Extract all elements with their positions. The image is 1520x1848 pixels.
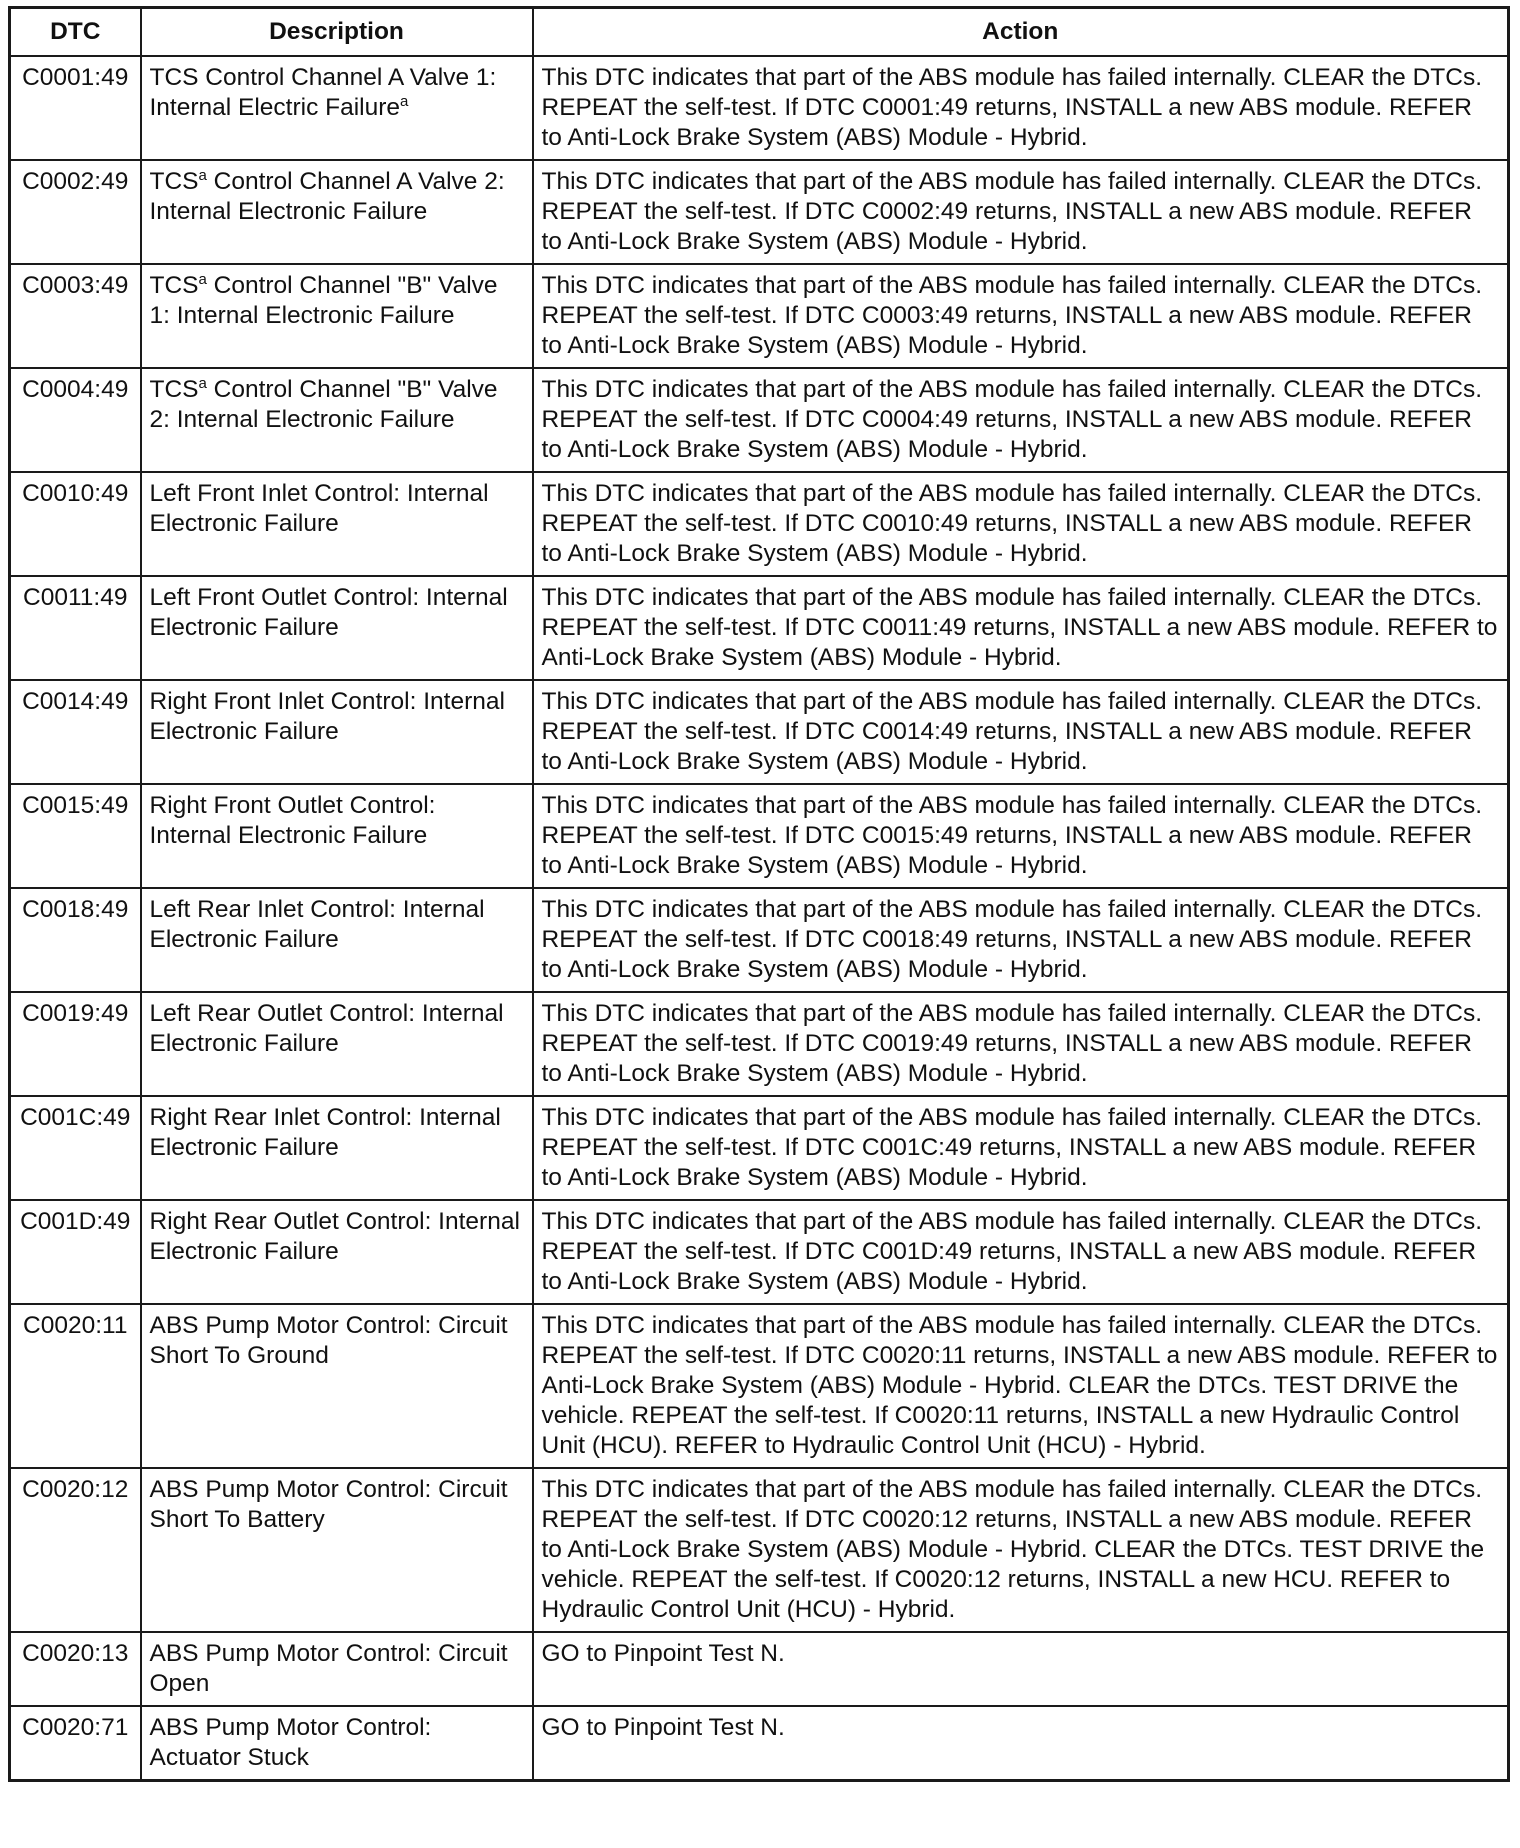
description-text: ABS Pump Motor Control: Circuit Open (149, 1640, 508, 1697)
description-text: Left Front Inlet Control: Internal Electronic Failure (149, 480, 489, 537)
description-cell (141, 1632, 533, 1706)
description-cell (141, 784, 533, 888)
dtc-code-cell: C0020:12 (10, 1468, 141, 1632)
description-text: Left Front Outlet Control: Internal Electronic Failure (149, 584, 508, 641)
description-prefix: TCS (149, 376, 199, 403)
action-cell: This DTC indicates that part of the ABS module has failed internally. CLEAR the DTCs. REPEAT the self-test. If DTC C0002:49 returns, INSTALL a new ABS module. REFER to Anti-Lock Brake System (ABS) Module - Hybrid. (533, 160, 1509, 264)
description-text: Right Front Outlet Control: Internal Electronic Failure (149, 792, 436, 849)
table-body (10, 56, 1509, 1781)
description-text: ABS Pump Motor Control: Circuit Short To Battery (149, 1476, 508, 1533)
dtc-code-cell: C0014:49 (10, 680, 141, 784)
action-cell: This DTC indicates that part of the ABS module has failed internally. CLEAR the DTCs. REPEAT the self-test. If DTC C0011:49 returns, INSTALL a new ABS module. REFER to Anti-Lock Brake System (ABS) Module - Hybrid. (533, 576, 1509, 680)
table-row (10, 1706, 1509, 1781)
action-cell: GO to Pinpoint Test N. (533, 1706, 1509, 1781)
description-cell (141, 680, 533, 784)
footnote-marker: a (198, 374, 207, 392)
header-dtc: DTC (10, 8, 141, 57)
table-row (10, 680, 1509, 784)
action-cell: This DTC indicates that part of the ABS module has failed internally. CLEAR the DTCs. REPEAT the self-test. If DTC C0014:49 returns, INSTALL a new ABS module. REFER to Anti-Lock Brake System (ABS) Module - Hybrid. (533, 680, 1509, 784)
table-row (10, 1468, 1509, 1632)
dtc-code-cell: C0002:49 (10, 160, 141, 264)
action-cell: This DTC indicates that part of the ABS module has failed internally. CLEAR the DTCs. REPEAT the self-test. If DTC C0004:49 returns, INSTALL a new ABS module. REFER to Anti-Lock Brake System (ABS) Module - Hybrid. (533, 368, 1509, 472)
table-row (10, 1200, 1509, 1304)
table-row (10, 1304, 1509, 1468)
description-text: ABS Pump Motor Control: Actuator Stuck (149, 1714, 432, 1771)
description-text: Control Channel "B" Valve 1: Internal Electronic Failure (149, 272, 498, 329)
description-text: Control Channel A Valve 2: Internal Electronic Failure (149, 168, 505, 225)
dtc-code-cell: C001D:49 (10, 1200, 141, 1304)
action-cell: This DTC indicates that part of the ABS module has failed internally. CLEAR the DTCs. REPEAT the self-test. If DTC C0018:49 returns, INSTALL a new ABS module. REFER to Anti-Lock Brake System (ABS) Module - Hybrid. (533, 888, 1509, 992)
header-action: Action (533, 8, 1509, 57)
header-row (10, 8, 1509, 57)
description-text: ABS Pump Motor Control: Circuit Short To Ground (149, 1312, 508, 1369)
description-cell (141, 160, 533, 264)
action-cell: This DTC indicates that part of the ABS module has failed internally. CLEAR the DTCs. REPEAT the self-test. If DTC C0019:49 returns, INSTALL a new ABS module. REFER to Anti-Lock Brake System (ABS) Module - Hybrid. (533, 992, 1509, 1096)
dtc-code-cell: C0011:49 (10, 576, 141, 680)
footnote-marker: a (198, 270, 207, 288)
dtc-code-cell: C0020:11 (10, 1304, 141, 1468)
description-text: Left Rear Inlet Control: Internal Electronic Failure (149, 896, 485, 953)
table-row (10, 1632, 1509, 1706)
description-text: TCS Control Channel A Valve 1: Internal Electric Failure (149, 64, 497, 121)
dtc-code-cell: C0015:49 (10, 784, 141, 888)
action-cell: This DTC indicates that part of the ABS module has failed internally. CLEAR the DTCs. REPEAT the self-test. If DTC C0010:49 returns, INSTALL a new ABS module. REFER to Anti-Lock Brake System (ABS) Module - Hybrid. (533, 472, 1509, 576)
description-prefix: TCS (149, 272, 199, 299)
description-cell (141, 264, 533, 368)
description-cell (141, 888, 533, 992)
action-cell: This DTC indicates that part of the ABS module has failed internally. CLEAR the DTCs. REPEAT the self-test. If DTC C0015:49 returns, INSTALL a new ABS module. REFER to Anti-Lock Brake System (ABS) Module - Hybrid. (533, 784, 1509, 888)
description-cell (141, 992, 533, 1096)
description-cell (141, 1468, 533, 1632)
table-row (10, 56, 1509, 160)
action-cell: This DTC indicates that part of the ABS module has failed internally. CLEAR the DTCs. REPEAT the self-test. If DTC C0020:11 returns, INSTALL a new ABS module. REFER to Anti-Lock Brake System (ABS) Module - Hybrid. CLEAR the DTCs. TEST DRIVE the vehicle. REPEAT the self-test. If C0020:11 returns, INSTALL a new Hydraulic Control Unit (HCU). REFER to Hydraulic Control Unit (HCU) - Hybrid. (533, 1304, 1509, 1468)
table-row (10, 368, 1509, 472)
description-text: Control Channel "B" Valve 2: Internal Electronic Failure (149, 376, 498, 433)
dtc-code-cell: C0001:49 (10, 56, 141, 160)
action-cell: This DTC indicates that part of the ABS module has failed internally. CLEAR the DTCs. REPEAT the self-test. If DTC C0020:12 returns, INSTALL a new ABS module. REFER to Anti-Lock Brake System (ABS) Module - Hybrid. CLEAR the DTCs. TEST DRIVE the vehicle. REPEAT the self-test. If C0020:12 returns, INSTALL a new HCU. REFER to Hydraulic Control Unit (HCU) - Hybrid. (533, 1468, 1509, 1632)
description-cell (141, 1096, 533, 1200)
dtc-code-cell: C001C:49 (10, 1096, 141, 1200)
description-text: Right Front Inlet Control: Internal Electronic Failure (149, 688, 505, 745)
header-description: Description (141, 8, 533, 57)
table-row (10, 992, 1509, 1096)
dtc-code-cell: C0020:71 (10, 1706, 141, 1781)
dtc-code-cell: C0020:13 (10, 1632, 141, 1706)
table-row (10, 1096, 1509, 1200)
description-text: Left Rear Outlet Control: Internal Electronic Failure (149, 1000, 504, 1057)
description-cell (141, 576, 533, 680)
description-cell (141, 1200, 533, 1304)
description-cell (141, 472, 533, 576)
description-cell (141, 56, 533, 160)
footnote-marker: a (198, 166, 207, 184)
table-row (10, 784, 1509, 888)
description-cell (141, 1706, 533, 1781)
table-row (10, 888, 1509, 992)
table-row (10, 576, 1509, 680)
footnote-marker: a (400, 92, 409, 110)
action-cell: This DTC indicates that part of the ABS module has failed internally. CLEAR the DTCs. REPEAT the self-test. If DTC C0003:49 returns, INSTALL a new ABS module. REFER to Anti-Lock Brake System (ABS) Module - Hybrid. (533, 264, 1509, 368)
action-cell: GO to Pinpoint Test N. (533, 1632, 1509, 1706)
table-row (10, 264, 1509, 368)
description-prefix: TCS (149, 168, 199, 195)
dtc-code-cell: C0018:49 (10, 888, 141, 992)
dtc-code-cell: C0019:49 (10, 992, 141, 1096)
action-cell: This DTC indicates that part of the ABS module has failed internally. CLEAR the DTCs. REPEAT the self-test. If DTC C001D:49 returns, INSTALL a new ABS module. REFER to Anti-Lock Brake System (ABS) Module - Hybrid. (533, 1200, 1509, 1304)
dtc-table (8, 6, 1510, 1782)
description-text: Right Rear Inlet Control: Internal Electronic Failure (149, 1104, 501, 1161)
action-cell: This DTC indicates that part of the ABS module has failed internally. CLEAR the DTCs. REPEAT the self-test. If DTC C001C:49 returns, INSTALL a new ABS module. REFER to Anti-Lock Brake System (ABS) Module - Hybrid. (533, 1096, 1509, 1200)
description-cell (141, 368, 533, 472)
description-cell (141, 1304, 533, 1468)
table-row (10, 160, 1509, 264)
action-cell: This DTC indicates that part of the ABS module has failed internally. CLEAR the DTCs. REPEAT the self-test. If DTC C0001:49 returns, INSTALL a new ABS module. REFER to Anti-Lock Brake System (ABS) Module - Hybrid. (533, 56, 1509, 160)
description-text: Right Rear Outlet Control: Internal Electronic Failure (149, 1208, 520, 1265)
dtc-code-cell: C0003:49 (10, 264, 141, 368)
dtc-code-cell: C0010:49 (10, 472, 141, 576)
table-row (10, 472, 1509, 576)
dtc-code-cell: C0004:49 (10, 368, 141, 472)
